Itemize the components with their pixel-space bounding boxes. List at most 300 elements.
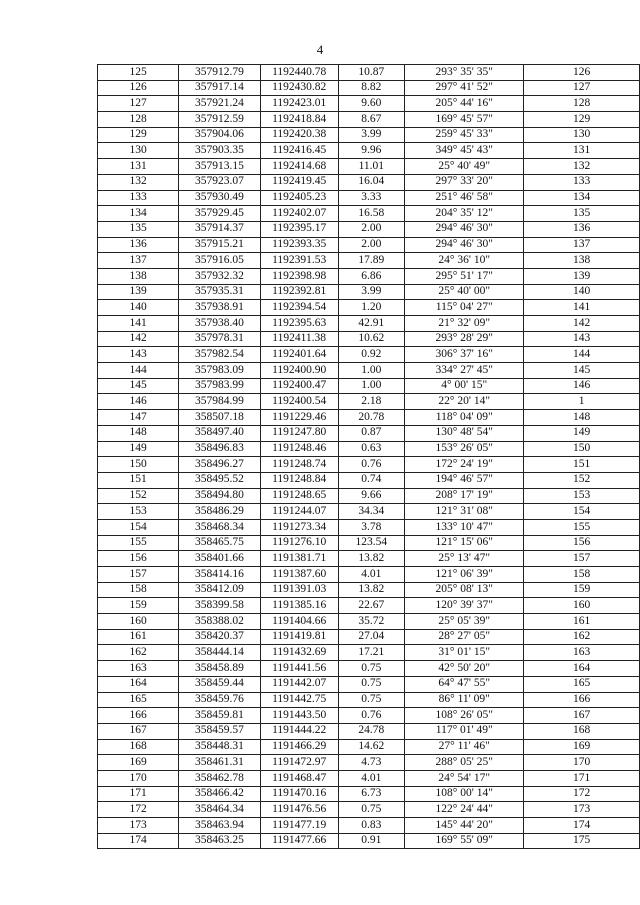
distance-cell: 6.73 xyxy=(338,786,405,802)
bearing-cell: 306° 37' 16" xyxy=(405,347,524,363)
bearing-cell: 297° 33' 20" xyxy=(405,174,524,190)
y-coordinate-cell: 1192440.78 xyxy=(260,65,338,81)
table-body xyxy=(98,65,640,849)
distance-cell: 10.87 xyxy=(338,65,405,81)
next-point-cell: 134 xyxy=(524,190,640,206)
bearing-cell: 120° 39' 37" xyxy=(405,598,524,614)
y-coordinate-cell: 1192394.54 xyxy=(260,300,338,316)
bearing-cell: 24° 54' 17" xyxy=(405,770,524,786)
distance-cell: 17.89 xyxy=(338,253,405,269)
y-coordinate-cell: 1191466.29 xyxy=(260,739,338,755)
distance-cell: 0.92 xyxy=(338,347,405,363)
next-point-cell: 175 xyxy=(524,833,640,849)
distance-cell: 2.00 xyxy=(338,221,405,237)
x-coordinate-cell: 357929.45 xyxy=(179,206,261,222)
table-row xyxy=(98,96,640,112)
x-coordinate-cell: 358444.14 xyxy=(179,645,261,661)
y-coordinate-cell: 1192400.90 xyxy=(260,363,338,379)
next-point-cell: 141 xyxy=(524,300,640,316)
table-row xyxy=(98,567,640,583)
next-point-cell: 128 xyxy=(524,96,640,112)
table-row xyxy=(98,300,640,316)
distance-cell: 4.73 xyxy=(338,755,405,771)
next-point-cell: 171 xyxy=(524,770,640,786)
next-point-cell: 168 xyxy=(524,723,640,739)
x-coordinate-cell: 358497.40 xyxy=(179,425,261,441)
next-point-cell: 149 xyxy=(524,425,640,441)
distance-cell: 4.01 xyxy=(338,567,405,583)
y-coordinate-cell: 1192391.53 xyxy=(260,253,338,269)
y-coordinate-cell: 1191248.84 xyxy=(260,472,338,488)
point-number-cell: 172 xyxy=(98,802,179,818)
x-coordinate-cell: 358412.09 xyxy=(179,582,261,598)
distance-cell: 0.76 xyxy=(338,708,405,724)
point-number-cell: 133 xyxy=(98,190,179,206)
bearing-cell: 86° 11' 09" xyxy=(405,692,524,708)
next-point-cell: 132 xyxy=(524,159,640,175)
next-point-cell: 172 xyxy=(524,786,640,802)
point-number-cell: 134 xyxy=(98,206,179,222)
x-coordinate-cell: 357978.31 xyxy=(179,331,261,347)
distance-cell: 1.00 xyxy=(338,378,405,394)
table-row xyxy=(98,206,640,222)
point-number-cell: 160 xyxy=(98,614,179,630)
table-row xyxy=(98,472,640,488)
next-point-cell: 154 xyxy=(524,504,640,520)
y-coordinate-cell: 1191419.81 xyxy=(260,629,338,645)
y-coordinate-cell: 1191477.19 xyxy=(260,818,338,834)
bearing-cell: 122° 24' 44" xyxy=(405,802,524,818)
x-coordinate-cell: 357914.37 xyxy=(179,221,261,237)
distance-cell: 0.75 xyxy=(338,692,405,708)
bearing-cell: 205° 08' 13" xyxy=(405,582,524,598)
y-coordinate-cell: 1192418.84 xyxy=(260,112,338,128)
next-point-cell: 139 xyxy=(524,268,640,284)
distance-cell: 0.76 xyxy=(338,457,405,473)
next-point-cell: 164 xyxy=(524,661,640,677)
table-row xyxy=(98,661,640,677)
y-coordinate-cell: 1191248.65 xyxy=(260,488,338,504)
point-number-cell: 174 xyxy=(98,833,179,849)
x-coordinate-cell: 358462.78 xyxy=(179,770,261,786)
next-point-cell: 163 xyxy=(524,645,640,661)
y-coordinate-cell: 1192400.54 xyxy=(260,394,338,410)
y-coordinate-cell: 1191444.22 xyxy=(260,723,338,739)
table-row xyxy=(98,692,640,708)
next-point-cell: 144 xyxy=(524,347,640,363)
distance-cell: 3.99 xyxy=(338,127,405,143)
x-coordinate-cell: 358496.83 xyxy=(179,441,261,457)
point-number-cell: 127 xyxy=(98,96,179,112)
table-row xyxy=(98,159,640,175)
y-coordinate-cell: 1192430.82 xyxy=(260,80,338,96)
distance-cell: 14.62 xyxy=(338,739,405,755)
point-number-cell: 156 xyxy=(98,551,179,567)
x-coordinate-cell: 357983.09 xyxy=(179,363,261,379)
x-coordinate-cell: 358495.52 xyxy=(179,472,261,488)
bearing-cell: 295° 51' 17" xyxy=(405,268,524,284)
point-number-cell: 138 xyxy=(98,268,179,284)
point-number-cell: 162 xyxy=(98,645,179,661)
distance-cell: 16.04 xyxy=(338,174,405,190)
distance-cell: 0.75 xyxy=(338,676,405,692)
bearing-cell: 297° 41' 52" xyxy=(405,80,524,96)
y-coordinate-cell: 1192402.07 xyxy=(260,206,338,222)
next-point-cell: 138 xyxy=(524,253,640,269)
bearing-cell: 130° 48' 54" xyxy=(405,425,524,441)
y-coordinate-cell: 1192405.23 xyxy=(260,190,338,206)
point-number-cell: 166 xyxy=(98,708,179,724)
distance-cell: 4.01 xyxy=(338,770,405,786)
x-coordinate-cell: 357921.24 xyxy=(179,96,261,112)
y-coordinate-cell: 1192420.38 xyxy=(260,127,338,143)
distance-cell: 2.00 xyxy=(338,237,405,253)
table-row xyxy=(98,65,640,81)
next-point-cell: 133 xyxy=(524,174,640,190)
table-row xyxy=(98,676,640,692)
x-coordinate-cell: 357912.59 xyxy=(179,112,261,128)
table-row xyxy=(98,770,640,786)
x-coordinate-cell: 358459.57 xyxy=(179,723,261,739)
table-row xyxy=(98,614,640,630)
bearing-cell: 145° 44' 20" xyxy=(405,818,524,834)
y-coordinate-cell: 1192414.68 xyxy=(260,159,338,175)
table-row xyxy=(98,190,640,206)
bearing-cell: 259° 45' 33" xyxy=(405,127,524,143)
x-coordinate-cell: 358486.29 xyxy=(179,504,261,520)
bearing-cell: 293° 35' 35" xyxy=(405,65,524,81)
y-coordinate-cell: 1191247.80 xyxy=(260,425,338,441)
x-coordinate-cell: 357932.32 xyxy=(179,268,261,284)
x-coordinate-cell: 358448.31 xyxy=(179,739,261,755)
bearing-cell: 27° 11' 46" xyxy=(405,739,524,755)
table-row xyxy=(98,112,640,128)
y-coordinate-cell: 1191442.07 xyxy=(260,676,338,692)
bearing-cell: 25° 40' 00" xyxy=(405,284,524,300)
distance-cell: 6.86 xyxy=(338,268,405,284)
x-coordinate-cell: 358459.76 xyxy=(179,692,261,708)
table-row xyxy=(98,174,640,190)
x-coordinate-cell: 357913.15 xyxy=(179,159,261,175)
next-point-cell: 142 xyxy=(524,316,640,332)
y-coordinate-cell: 1192400.47 xyxy=(260,378,338,394)
point-number-cell: 149 xyxy=(98,441,179,457)
bearing-cell: 172° 24' 19" xyxy=(405,457,524,473)
bearing-cell: 153° 26' 05" xyxy=(405,441,524,457)
point-number-cell: 154 xyxy=(98,519,179,535)
x-coordinate-cell: 358468.34 xyxy=(179,519,261,535)
table-row xyxy=(98,582,640,598)
table-row xyxy=(98,708,640,724)
x-coordinate-cell: 358420.37 xyxy=(179,629,261,645)
x-coordinate-cell: 357904.06 xyxy=(179,127,261,143)
x-coordinate-cell: 357935.31 xyxy=(179,284,261,300)
distance-cell: 34.34 xyxy=(338,504,405,520)
point-number-cell: 144 xyxy=(98,363,179,379)
point-number-cell: 146 xyxy=(98,394,179,410)
bearing-cell: 205° 44' 16" xyxy=(405,96,524,112)
y-coordinate-cell: 1191276.10 xyxy=(260,535,338,551)
bearing-cell: 169° 55' 09" xyxy=(405,833,524,849)
bearing-cell: 28° 27' 05" xyxy=(405,629,524,645)
x-coordinate-cell: 358463.25 xyxy=(179,833,261,849)
bearing-cell: 31° 01' 15" xyxy=(405,645,524,661)
distance-cell: 11.01 xyxy=(338,159,405,175)
distance-cell: 0.63 xyxy=(338,441,405,457)
distance-cell: 0.91 xyxy=(338,833,405,849)
x-coordinate-cell: 358507.18 xyxy=(179,410,261,426)
next-point-cell: 174 xyxy=(524,818,640,834)
bearing-cell: 293° 28' 29" xyxy=(405,331,524,347)
bearing-cell: 294° 46' 30" xyxy=(405,237,524,253)
y-coordinate-cell: 1191391.03 xyxy=(260,582,338,598)
y-coordinate-cell: 1191387.60 xyxy=(260,567,338,583)
distance-cell: 8.67 xyxy=(338,112,405,128)
table-row xyxy=(98,551,640,567)
next-point-cell: 143 xyxy=(524,331,640,347)
table-row xyxy=(98,786,640,802)
y-coordinate-cell: 1191229.46 xyxy=(260,410,338,426)
next-point-cell: 160 xyxy=(524,598,640,614)
point-number-cell: 140 xyxy=(98,300,179,316)
next-point-cell: 157 xyxy=(524,551,640,567)
distance-cell: 9.96 xyxy=(338,143,405,159)
point-number-cell: 128 xyxy=(98,112,179,128)
table-row xyxy=(98,347,640,363)
x-coordinate-cell: 357984.99 xyxy=(179,394,261,410)
x-coordinate-cell: 357917.14 xyxy=(179,80,261,96)
bearing-cell: 349° 45' 43" xyxy=(405,143,524,159)
table-row xyxy=(98,723,640,739)
bearing-cell: 25° 05' 39" xyxy=(405,614,524,630)
x-coordinate-cell: 357938.91 xyxy=(179,300,261,316)
table-row xyxy=(98,504,640,520)
point-number-cell: 159 xyxy=(98,598,179,614)
y-coordinate-cell: 1192423.01 xyxy=(260,96,338,112)
y-coordinate-cell: 1191385.16 xyxy=(260,598,338,614)
point-number-cell: 150 xyxy=(98,457,179,473)
distance-cell: 9.60 xyxy=(338,96,405,112)
table-row xyxy=(98,833,640,849)
table-row xyxy=(98,629,640,645)
bearing-cell: 108° 00' 14" xyxy=(405,786,524,802)
point-number-cell: 165 xyxy=(98,692,179,708)
distance-cell: 17.21 xyxy=(338,645,405,661)
bearing-cell: 169° 45' 57" xyxy=(405,112,524,128)
y-coordinate-cell: 1191472.97 xyxy=(260,755,338,771)
bearing-cell: 204° 35' 12" xyxy=(405,206,524,222)
distance-cell: 9.66 xyxy=(338,488,405,504)
distance-cell: 27.04 xyxy=(338,629,405,645)
page-number: 4 xyxy=(316,42,324,57)
bearing-cell: 64° 47' 55" xyxy=(405,676,524,692)
point-number-cell: 131 xyxy=(98,159,179,175)
next-point-cell: 127 xyxy=(524,80,640,96)
next-point-cell: 1 xyxy=(524,394,640,410)
y-coordinate-cell: 1192395.63 xyxy=(260,316,338,332)
next-point-cell: 156 xyxy=(524,535,640,551)
x-coordinate-cell: 358494.80 xyxy=(179,488,261,504)
y-coordinate-cell: 1191432.69 xyxy=(260,645,338,661)
bearing-cell: 251° 46' 58" xyxy=(405,190,524,206)
x-coordinate-cell: 358388.02 xyxy=(179,614,261,630)
distance-cell: 13.82 xyxy=(338,582,405,598)
table-row xyxy=(98,237,640,253)
next-point-cell: 162 xyxy=(524,629,640,645)
point-number-cell: 132 xyxy=(98,174,179,190)
table-row xyxy=(98,284,640,300)
point-number-cell: 152 xyxy=(98,488,179,504)
x-coordinate-cell: 358461.31 xyxy=(179,755,261,771)
table-row xyxy=(98,739,640,755)
x-coordinate-cell: 358496.27 xyxy=(179,457,261,473)
y-coordinate-cell: 1191470.16 xyxy=(260,786,338,802)
next-point-cell: 159 xyxy=(524,582,640,598)
table-row xyxy=(98,818,640,834)
next-point-cell: 165 xyxy=(524,676,640,692)
x-coordinate-cell: 357916.05 xyxy=(179,253,261,269)
point-number-cell: 153 xyxy=(98,504,179,520)
point-number-cell: 158 xyxy=(98,582,179,598)
table-row xyxy=(98,127,640,143)
next-point-cell: 161 xyxy=(524,614,640,630)
bearing-cell: 115° 04' 27" xyxy=(405,300,524,316)
table-row xyxy=(98,535,640,551)
point-number-cell: 125 xyxy=(98,65,179,81)
table-row xyxy=(98,268,640,284)
point-number-cell: 142 xyxy=(98,331,179,347)
point-number-cell: 148 xyxy=(98,425,179,441)
y-coordinate-cell: 1191468.47 xyxy=(260,770,338,786)
point-number-cell: 143 xyxy=(98,347,179,363)
distance-cell: 2.18 xyxy=(338,394,405,410)
point-number-cell: 170 xyxy=(98,770,179,786)
y-coordinate-cell: 1191404.66 xyxy=(260,614,338,630)
bearing-cell: 21° 32' 09" xyxy=(405,316,524,332)
x-coordinate-cell: 357923.07 xyxy=(179,174,261,190)
distance-cell: 20.78 xyxy=(338,410,405,426)
point-number-cell: 151 xyxy=(98,472,179,488)
x-coordinate-cell: 357982.54 xyxy=(179,347,261,363)
point-number-cell: 137 xyxy=(98,253,179,269)
distance-cell: 16.58 xyxy=(338,206,405,222)
x-coordinate-cell: 358465.75 xyxy=(179,535,261,551)
bearing-cell: 108° 26' 05" xyxy=(405,708,524,724)
bearing-cell: 25° 13' 47" xyxy=(405,551,524,567)
point-number-cell: 171 xyxy=(98,786,179,802)
table-row xyxy=(98,253,640,269)
distance-cell: 42.91 xyxy=(338,316,405,332)
bearing-cell: 25° 40' 49" xyxy=(405,159,524,175)
x-coordinate-cell: 357983.99 xyxy=(179,378,261,394)
table-row xyxy=(98,425,640,441)
table-row xyxy=(98,488,640,504)
next-point-cell: 173 xyxy=(524,802,640,818)
point-number-cell: 139 xyxy=(98,284,179,300)
y-coordinate-cell: 1191443.50 xyxy=(260,708,338,724)
y-coordinate-cell: 1192395.17 xyxy=(260,221,338,237)
table-row xyxy=(98,598,640,614)
distance-cell: 0.75 xyxy=(338,802,405,818)
distance-cell: 123.54 xyxy=(338,535,405,551)
y-coordinate-cell: 1192416.45 xyxy=(260,143,338,159)
table-row xyxy=(98,80,640,96)
y-coordinate-cell: 1192419.45 xyxy=(260,174,338,190)
x-coordinate-cell: 358401.66 xyxy=(179,551,261,567)
bearing-cell: 4° 00' 15" xyxy=(405,378,524,394)
bearing-cell: 117° 01' 49" xyxy=(405,723,524,739)
table-row xyxy=(98,802,640,818)
y-coordinate-cell: 1191248.74 xyxy=(260,457,338,473)
point-number-cell: 163 xyxy=(98,661,179,677)
y-coordinate-cell: 1191381.71 xyxy=(260,551,338,567)
x-coordinate-cell: 357903.35 xyxy=(179,143,261,159)
table-row xyxy=(98,441,640,457)
distance-cell: 0.75 xyxy=(338,661,405,677)
y-coordinate-cell: 1192411.38 xyxy=(260,331,338,347)
next-point-cell: 167 xyxy=(524,708,640,724)
distance-cell: 0.83 xyxy=(338,818,405,834)
point-number-cell: 135 xyxy=(98,221,179,237)
x-coordinate-cell: 357930.49 xyxy=(179,190,261,206)
next-point-cell: 151 xyxy=(524,457,640,473)
next-point-cell: 169 xyxy=(524,739,640,755)
point-number-cell: 168 xyxy=(98,739,179,755)
x-coordinate-cell: 357938.40 xyxy=(179,316,261,332)
next-point-cell: 146 xyxy=(524,378,640,394)
y-coordinate-cell: 1192393.35 xyxy=(260,237,338,253)
y-coordinate-cell: 1191442.75 xyxy=(260,692,338,708)
next-point-cell: 150 xyxy=(524,441,640,457)
table-row xyxy=(98,221,640,237)
point-number-cell: 157 xyxy=(98,567,179,583)
y-coordinate-cell: 1191441.56 xyxy=(260,661,338,677)
y-coordinate-cell: 1191476.56 xyxy=(260,802,338,818)
bearing-cell: 288° 05' 25" xyxy=(405,755,524,771)
table-row xyxy=(98,755,640,771)
distance-cell: 0.87 xyxy=(338,425,405,441)
next-point-cell: 148 xyxy=(524,410,640,426)
x-coordinate-cell: 358466.42 xyxy=(179,786,261,802)
bearing-cell: 194° 46' 57" xyxy=(405,472,524,488)
x-coordinate-cell: 357912.79 xyxy=(179,65,261,81)
x-coordinate-cell: 358458.89 xyxy=(179,661,261,677)
table-row xyxy=(98,457,640,473)
point-number-cell: 129 xyxy=(98,127,179,143)
bearing-cell: 118° 04' 09" xyxy=(405,410,524,426)
point-number-cell: 126 xyxy=(98,80,179,96)
point-number-cell: 169 xyxy=(98,755,179,771)
point-number-cell: 164 xyxy=(98,676,179,692)
table-row xyxy=(98,331,640,347)
y-coordinate-cell: 1192392.81 xyxy=(260,284,338,300)
next-point-cell: 137 xyxy=(524,237,640,253)
table-row xyxy=(98,519,640,535)
table-row xyxy=(98,410,640,426)
bearing-cell: 208° 17' 19" xyxy=(405,488,524,504)
y-coordinate-cell: 1191244.07 xyxy=(260,504,338,520)
y-coordinate-cell: 1192401.64 xyxy=(260,347,338,363)
next-point-cell: 130 xyxy=(524,127,640,143)
table-row xyxy=(98,378,640,394)
point-number-cell: 136 xyxy=(98,237,179,253)
bearing-cell: 42° 50' 20" xyxy=(405,661,524,677)
bearing-cell: 294° 46' 30" xyxy=(405,221,524,237)
x-coordinate-cell: 358464.34 xyxy=(179,802,261,818)
table-row xyxy=(98,316,640,332)
next-point-cell: 155 xyxy=(524,519,640,535)
bearing-cell: 121° 15' 06" xyxy=(405,535,524,551)
